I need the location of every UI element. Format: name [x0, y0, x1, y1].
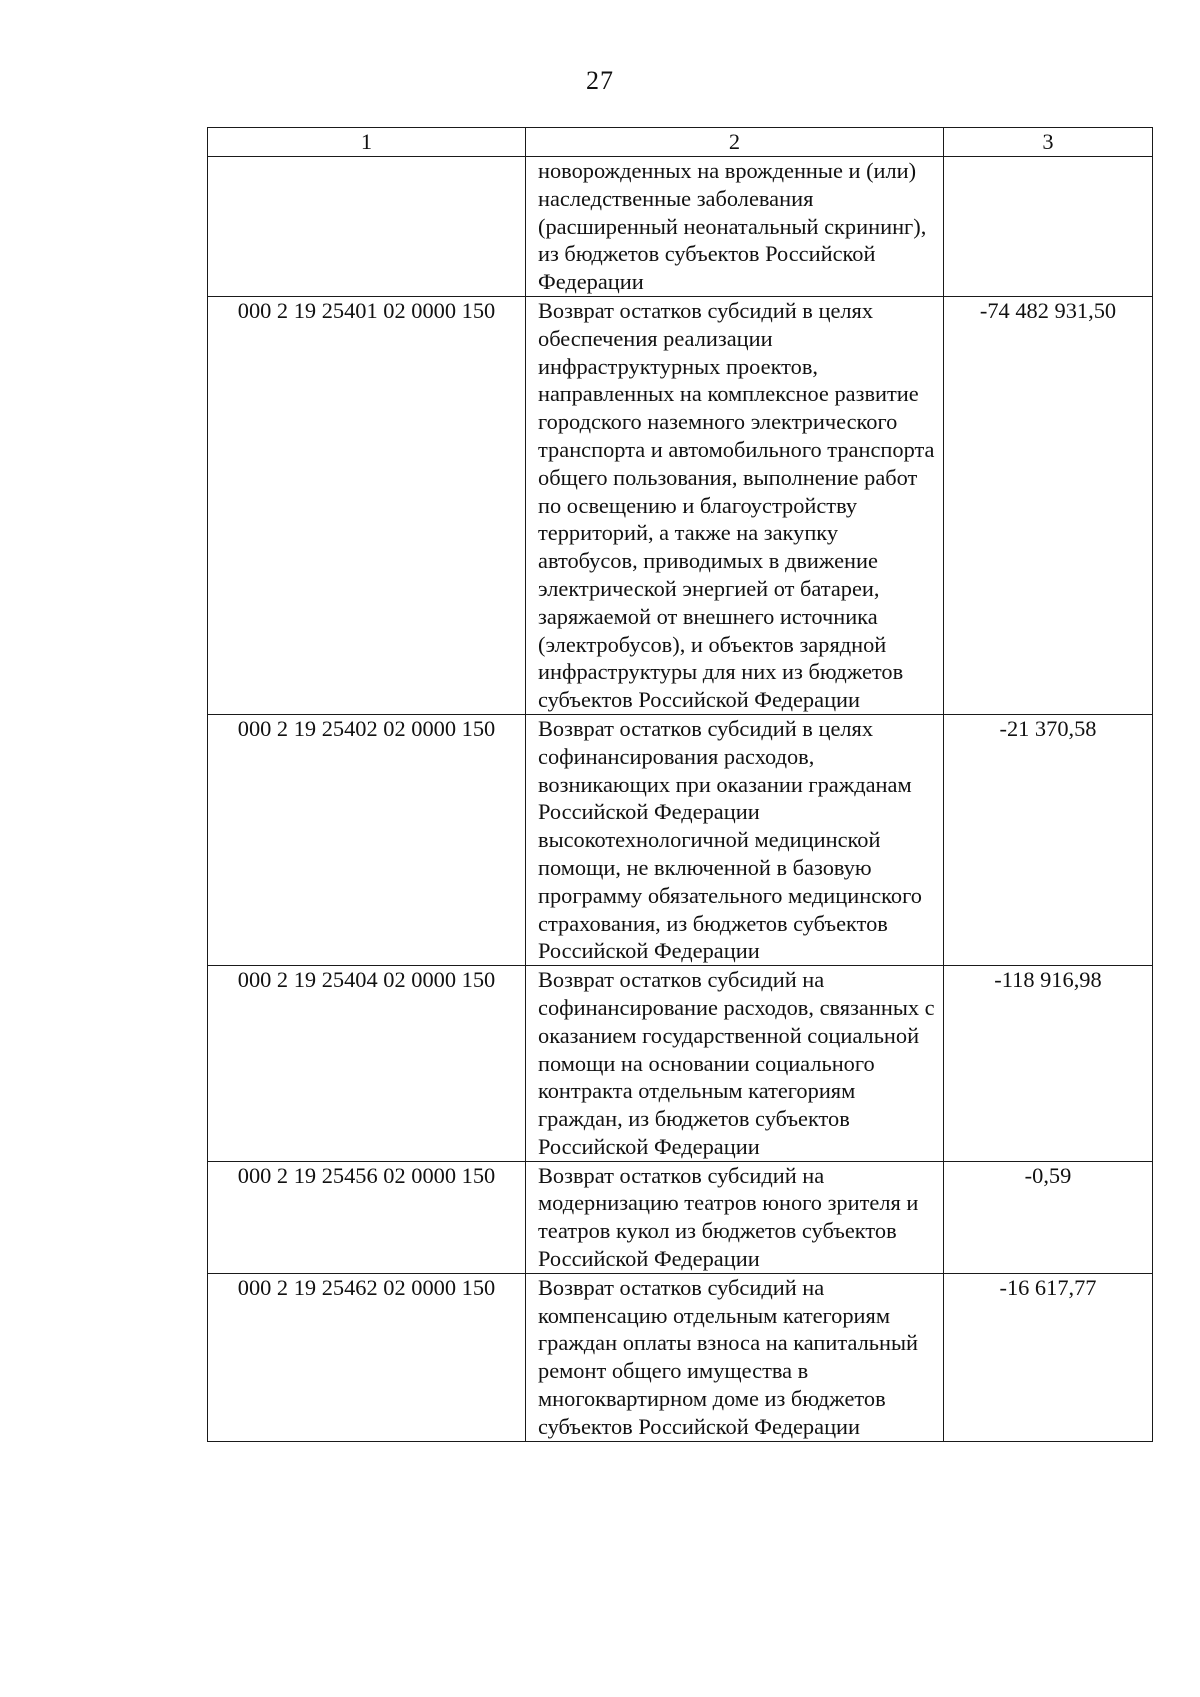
- row-code: 000 2 19 25462 02 0000 150: [208, 1273, 526, 1441]
- row-description: Возврат остатков субсидий на модернизацию театров юного зрителя и театров кукол из бюджетов субъектов Российской Федерации: [526, 1161, 944, 1273]
- row-amount: -118 916,98: [944, 966, 1153, 1162]
- column-header-2: 2: [526, 128, 944, 157]
- table-row: [208, 714, 1153, 965]
- table-row: [208, 1161, 1153, 1273]
- column-header-1: 1: [208, 128, 526, 157]
- row-amount: [944, 157, 1153, 297]
- budget-table: [207, 127, 1153, 1442]
- row-description: Возврат остатков субсидий в целях софинансирования расходов, возникающих при оказании гражданам Российской Федерации высокотехнологичной медицинской помощи, не включенной в базовую программу обязательного медицинского страхования, из бюджетов субъектов Российской Федерации: [526, 714, 944, 965]
- row-description: Возврат остатков субсидий на компенсацию отдельным категориям граждан оплаты взноса на капитальный ремонт общего имущества в многоквартирном доме из бюджетов субъектов Российской Федерации: [526, 1273, 944, 1441]
- row-code: 000 2 19 25401 02 0000 150: [208, 296, 526, 714]
- row-amount: -21 370,58: [944, 714, 1153, 965]
- row-description: Возврат остатков субсидий на софинансирование расходов, связанных с оказанием государственной социальной помощи на основании социального контракта отдельным категориям граждан, из бюджетов субъектов Российской Федерации: [526, 966, 944, 1162]
- column-header-3: 3: [944, 128, 1153, 157]
- table-body: [208, 157, 1153, 1442]
- table-header: [208, 128, 1153, 157]
- table-row: [208, 296, 1153, 714]
- row-code: 000 2 19 25456 02 0000 150: [208, 1161, 526, 1273]
- row-description: Возврат остатков субсидий в целях обеспечения реализации инфраструктурных проектов, направленных на комплексное развитие городского наземного электрического транспорта и автомобильного транспорта общего пользования, выполнение работ по освещению и благоустройству территорий, а также на закупку автобусов, приводимых в движение электрической энергией от батареи, заряжаемой от внешнего источника (электробусов), и объектов зарядной инфраструктуры для них из бюджетов субъектов Российской Федерации: [526, 296, 944, 714]
- row-amount: -74 482 931,50: [944, 296, 1153, 714]
- row-amount: -16 617,77: [944, 1273, 1153, 1441]
- table-row: [208, 157, 1153, 297]
- row-code: 000 2 19 25402 02 0000 150: [208, 714, 526, 965]
- page-number: 27: [586, 66, 614, 95]
- row-code: [208, 157, 526, 297]
- table-row: [208, 966, 1153, 1162]
- row-code: 000 2 19 25404 02 0000 150: [208, 966, 526, 1162]
- header-row: [208, 128, 1153, 157]
- table-row: [208, 1273, 1153, 1441]
- row-amount: -0,59: [944, 1161, 1153, 1273]
- row-description: новорожденных на врожденные и (или) наследственные заболевания (расширенный неонатальный скрининг), из бюджетов субъектов Российской Федерации: [526, 157, 944, 297]
